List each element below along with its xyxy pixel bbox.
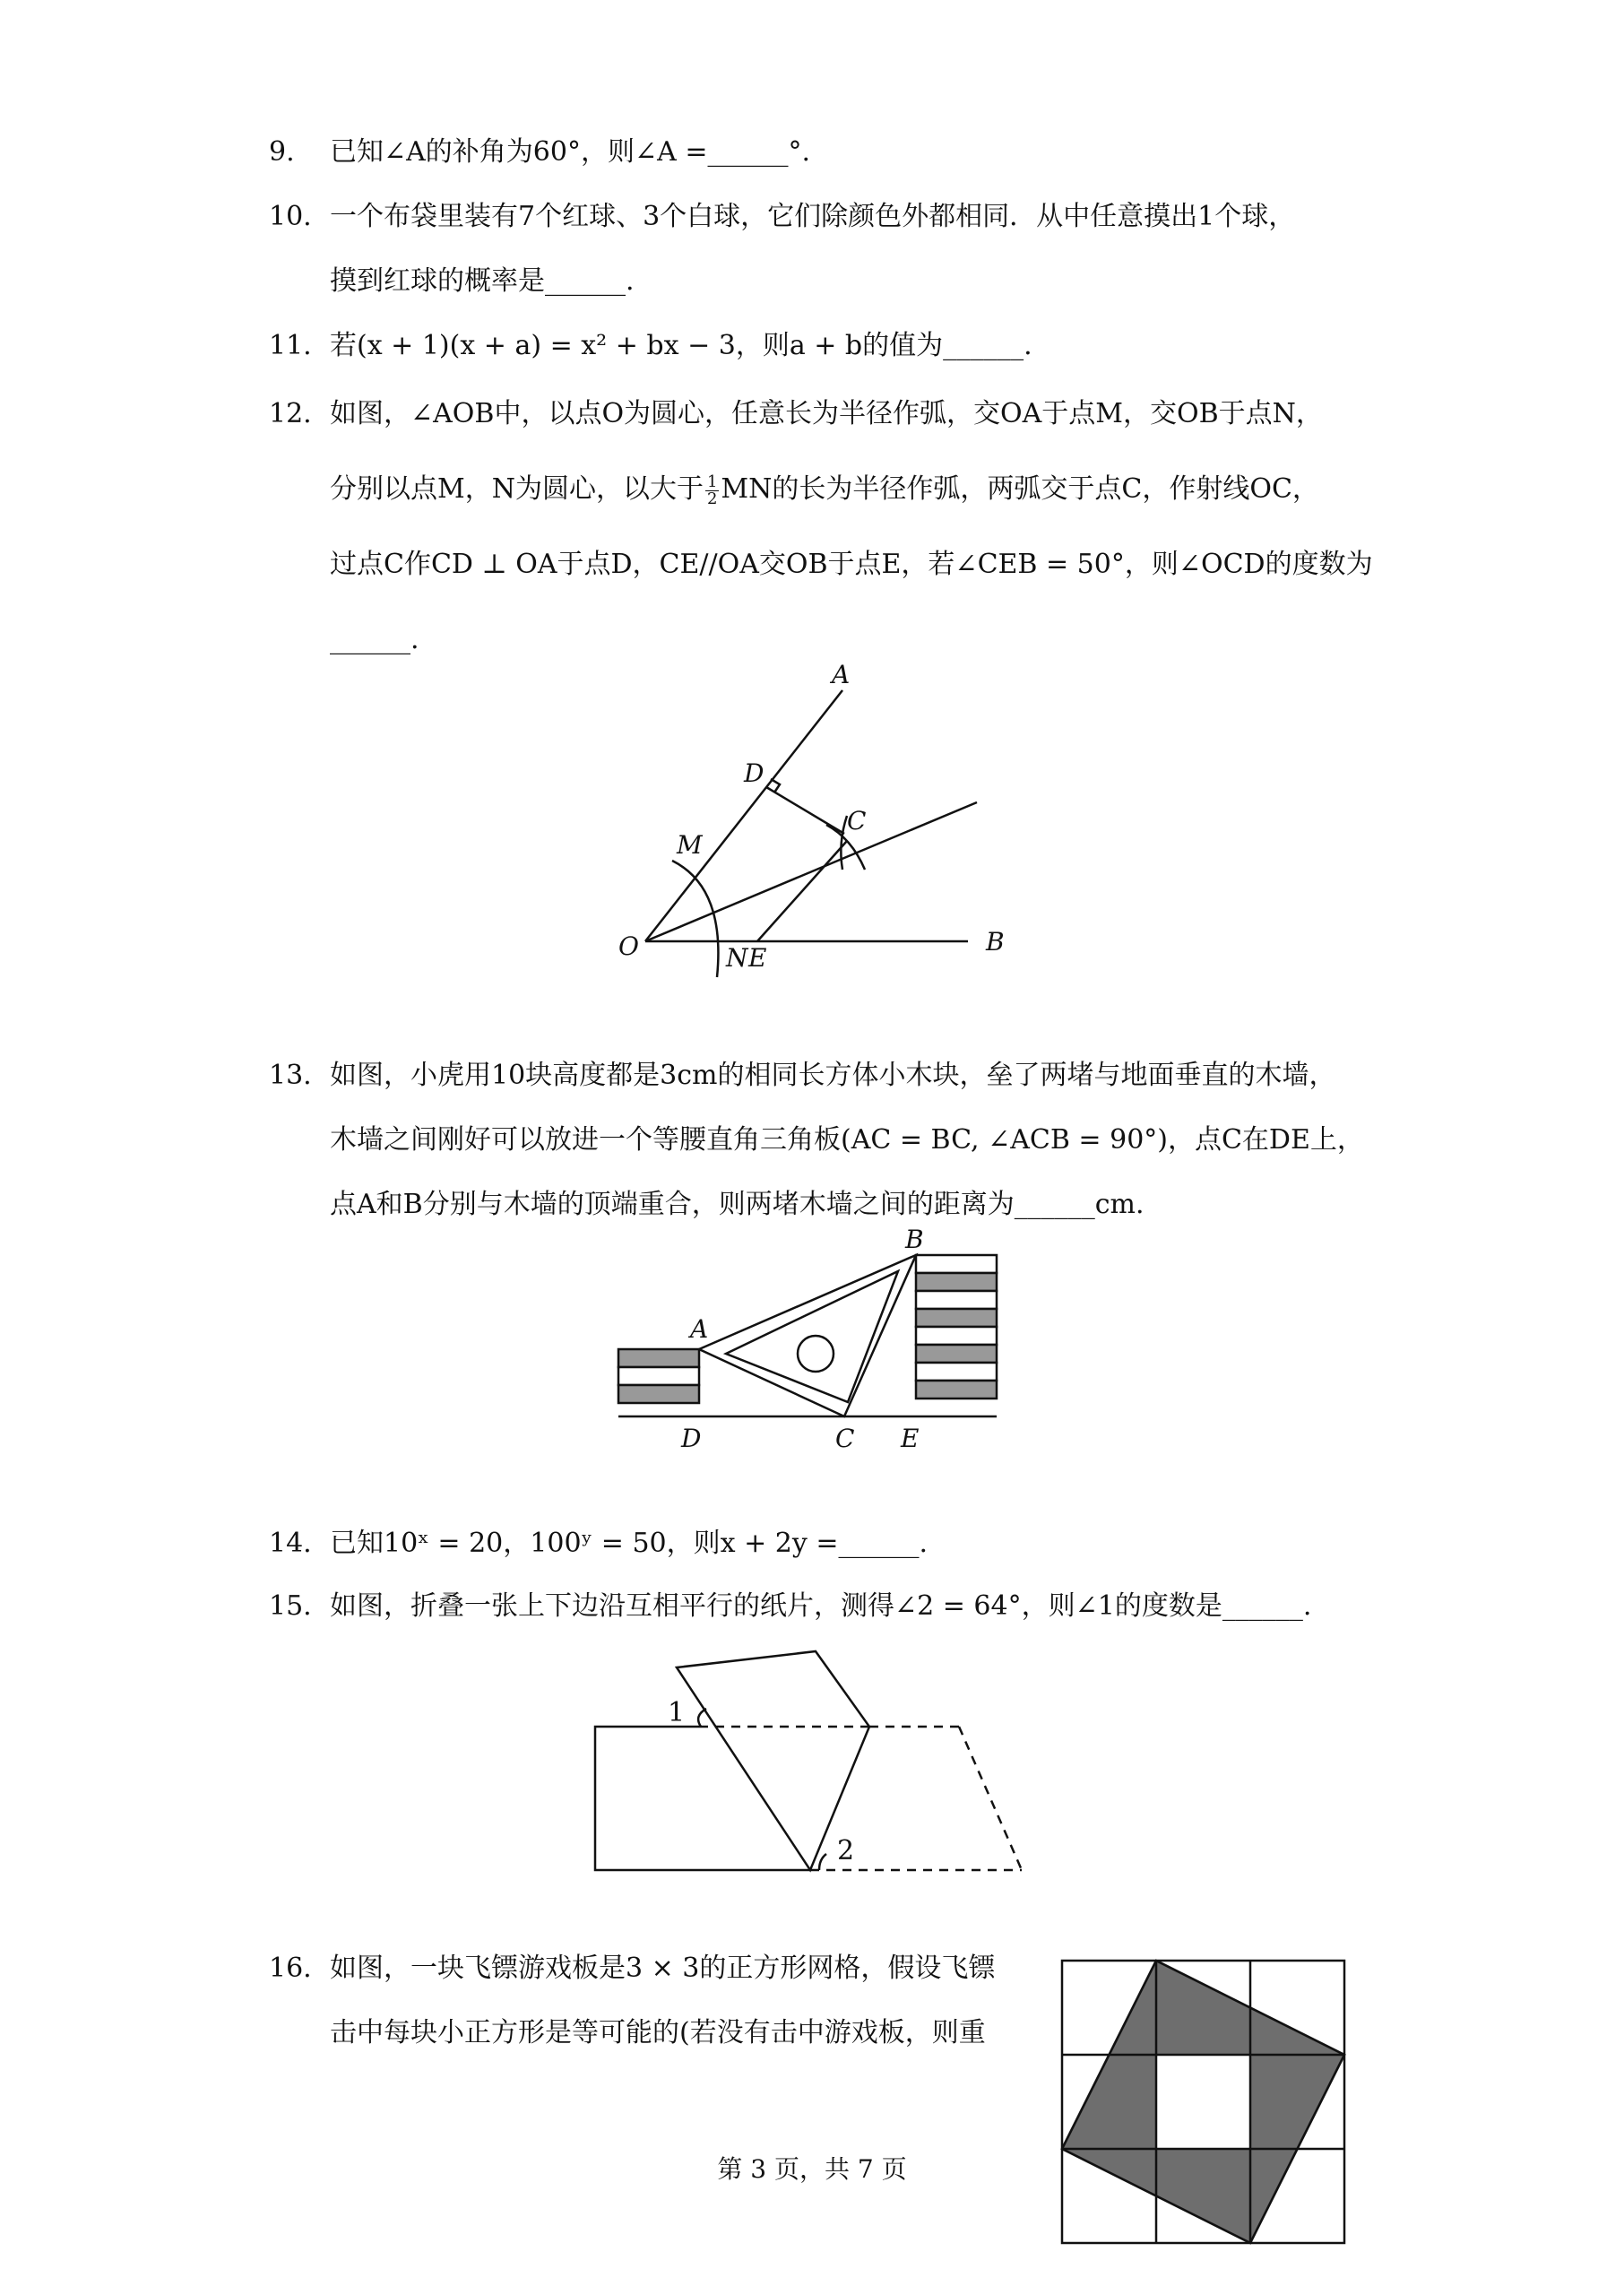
question-16 bbox=[269, 1936, 1075, 2066]
question-number: 10. bbox=[269, 201, 312, 232]
label-d: D bbox=[681, 1424, 702, 1453]
question-10 bbox=[269, 185, 1434, 314]
question-text: 若(x + 1)(x + a) = x² + bx − 3，则a + b的值为______. bbox=[330, 330, 1032, 361]
label-e: E bbox=[748, 943, 767, 973]
question-text: 分别以点M，N为圆心，以大于 bbox=[330, 473, 704, 505]
question-text: 如图，一块飞镖游戏板是3 × 3的正方形网格，假设飞镖 bbox=[330, 1953, 996, 1984]
label-a: A bbox=[690, 1314, 709, 1344]
question-15 bbox=[269, 1574, 1434, 1639]
question-text: 如图，折叠一张上下边沿互相平行的纸片，测得∠2 = 64°，则∠1的度数是______. bbox=[330, 1590, 1312, 1622]
fraction-one-half: $\frac{1}{2}$ bbox=[706, 472, 718, 508]
label-a: A bbox=[832, 660, 851, 689]
question-text: 如图，∠AOB中，以点O为圆心，任意长为半径作弧，交OA于点M，交OB于点N， bbox=[330, 398, 1323, 429]
label-b: B bbox=[905, 1228, 924, 1254]
question-text: 点A和B分别与木墙的顶端重合，则两堵木墙之间的距离为______cm. bbox=[330, 1189, 1145, 1220]
figure-13-wood-walls-triangle bbox=[609, 1228, 1022, 1461]
question-12 bbox=[269, 377, 1434, 678]
label-c: C bbox=[835, 1424, 855, 1453]
label-e: E bbox=[901, 1424, 920, 1453]
question-text: 如图，小虎用10块高度都是3cm的相同长方体小木块，垒了两堵与地面垂直的木墙， bbox=[330, 1060, 1336, 1091]
question-text: ______. bbox=[330, 624, 419, 655]
question-text: 一个布袋里装有7个红球、3个白球，它们除颜色外都相同．从中任意摸出1个球， bbox=[330, 201, 1296, 232]
label-c: C bbox=[847, 806, 867, 836]
question-text: 击中每块小正方形是等可能的(若没有击中游戏板，则重 bbox=[330, 2017, 986, 2048]
question-text: 木墙之间刚好可以放进一个等腰直角三角板(AC = BC, ∠ACB = 90°)，点C在DE上， bbox=[330, 1124, 1364, 1156]
question-text: 过点C作CD ⊥ OA于点D，CE//OA交OB于点E，若∠CEB = 50°，则∠OCD的度数为 bbox=[330, 549, 1373, 580]
question-number: 9. bbox=[269, 136, 295, 168]
figure-15-folded-paper bbox=[583, 1641, 1049, 1883]
question-number: 16. bbox=[269, 1953, 312, 1984]
question-text-line-2 bbox=[330, 452, 1434, 527]
question-text: MN的长为半径作弧，两弧交于点C，作射线OC， bbox=[721, 473, 1319, 505]
question-text: 已知10ˣ = 20，100ʸ = 50，则x + 2y =______. bbox=[330, 1528, 928, 1559]
figure-12-angle-construction bbox=[600, 645, 1031, 986]
label-o: O bbox=[618, 931, 639, 961]
question-number: 15. bbox=[269, 1590, 312, 1622]
figure-16-dart-board-grid bbox=[1058, 1956, 1353, 2252]
question-text: 摸到红球的概率是______. bbox=[330, 265, 635, 297]
question-number: 14. bbox=[269, 1528, 312, 1559]
question-9 bbox=[269, 120, 1434, 185]
page-footer: 第 3 页，共 7 页 bbox=[717, 2154, 907, 2184]
angle-label-2: 2 bbox=[837, 1835, 855, 1866]
question-13 bbox=[269, 1044, 1434, 1237]
question-number: 12. bbox=[269, 398, 312, 429]
question-text: 已知∠A的补角为60°，则∠A =______°. bbox=[330, 136, 810, 168]
question-11 bbox=[269, 314, 1434, 378]
label-n: N bbox=[726, 943, 748, 973]
question-14 bbox=[269, 1511, 1434, 1576]
question-number: 11. bbox=[269, 330, 312, 361]
label-d: D bbox=[744, 758, 764, 788]
label-b: B bbox=[986, 927, 1005, 957]
angle-label-1: 1 bbox=[668, 1697, 686, 1728]
label-m: M bbox=[677, 830, 703, 860]
question-number: 13. bbox=[269, 1060, 312, 1091]
